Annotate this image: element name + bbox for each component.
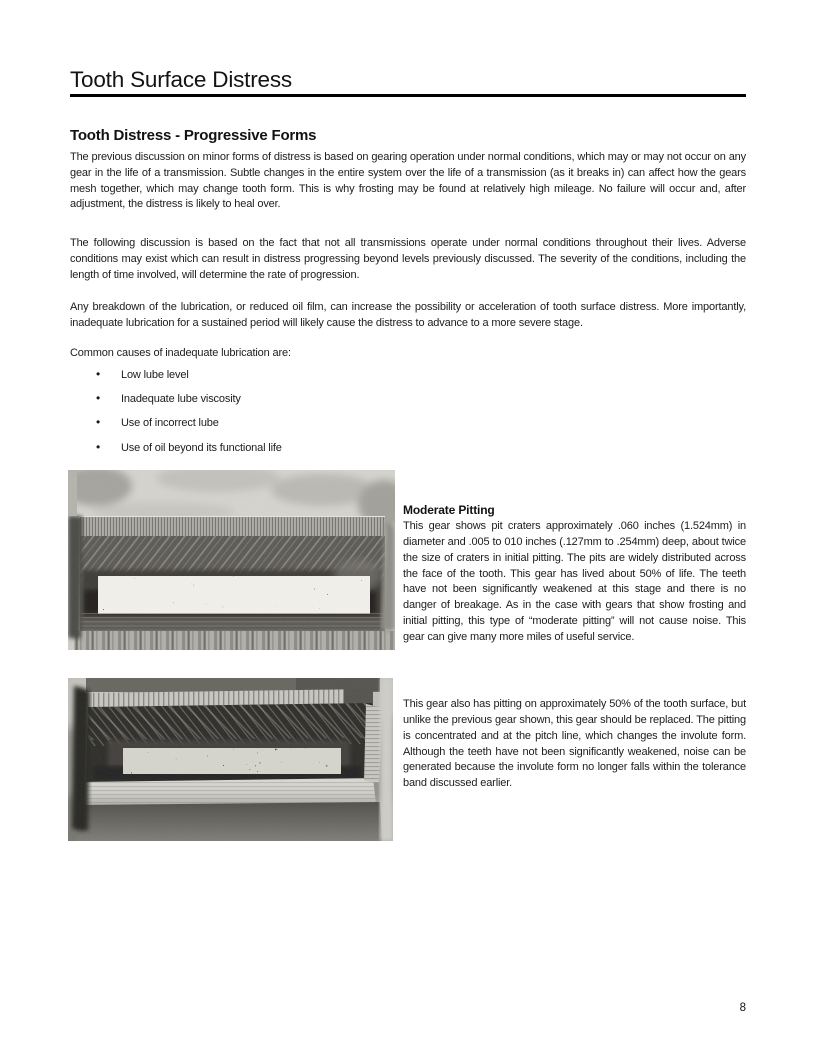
paragraph-adverse-conditions: The following discussion is based on the fact that not all transmissions operate under normal conditions throughout their lives. Adverse conditions may exist which can result in distress progressing beyond levels previously discussed. The severity of the conditions, including the length of time involved, will determine the rate of progression. <box>70 237 746 281</box>
figure2-description: This gear also has pitting on approximately 50% of the tooth surface, but unlike the previous gear shown, this gear should be replaced. The pitting is concentrated and at the pitch line, which changes the involute form. Although the teeth have not been significantly weakened, noise can be generated because the involute form no longer falls within the tolerance band discussed earlier. <box>403 698 746 790</box>
title-rule <box>70 94 746 97</box>
list-item-label: Use of oil beyond its functional life <box>121 441 282 454</box>
section-heading: Tooth Distress - Progressive Forms <box>70 127 317 145</box>
paragraph-lubrication-breakdown: Any breakdown of the lubrication, or reduced oil film, can increase the possibility or acceleration of tooth surface distress. More importantly, inadequate lubrication for a sustained period will likely cause the distress to advance to a more severe stage. <box>70 301 746 329</box>
paragraph-normal-conditions: The previous discussion on minor forms of distress is based on gearing operation under normal conditions, which may or may not occur on any gear in the life of a transmission. Subtle changes in the entire system over the life of a transmission (as it breaks in) can affect how the gears mesh together, which may change tooth form. This is why frosting may be found at relatively high mileage. No failure will occur and, after adjustment, the distress is likely to heal over. <box>70 151 746 211</box>
gear-photo-moderate-pitting <box>68 470 395 650</box>
figure1-heading: Moderate Pitting <box>403 503 495 517</box>
page-title: Tooth Surface Distress <box>70 67 292 93</box>
list-item-lube-viscosity <box>96 393 516 405</box>
list-item-oil-beyond-life <box>96 439 516 454</box>
page-number: 8 <box>739 1002 746 1014</box>
bullet-icon: • <box>96 415 101 430</box>
figure1-description: This gear shows pit craters approximately .060 inches (1.524mm) in diameter and .005 to 010 inches (.127mm to .254mm) deep, about twice the size of craters in initial pitting. The pits are widely distributed across the face of the tooth. This gear has lived about 50% of life. The teeth have not been significantly weakened at this stage and there is no danger of breakage. As in the case with gears that show frosting and initial pitting, this type of “moderate pitting” will not cause noise. This gear can give many more miles of useful service. <box>403 520 746 643</box>
list-intro: Common causes of inadequate lubrication are: <box>70 347 291 359</box>
list-item-label: Inadequate lube viscosity <box>121 393 241 406</box>
lubrication-causes-list <box>96 369 516 466</box>
bullet-icon: • <box>96 391 101 406</box>
gear-photo-2-graphic <box>68 678 393 841</box>
list-item-label: Use of incorrect lube <box>121 417 219 430</box>
list-item-incorrect-lube <box>96 417 516 429</box>
gear-photo-1-graphic <box>68 470 395 650</box>
bullet-icon: • <box>96 439 101 454</box>
bullet-icon: • <box>96 367 101 381</box>
list-item-low-lube-level <box>96 369 516 381</box>
list-item-label: Low lube level <box>121 369 189 381</box>
gear-photo-pitch-line-pitting <box>68 678 393 841</box>
